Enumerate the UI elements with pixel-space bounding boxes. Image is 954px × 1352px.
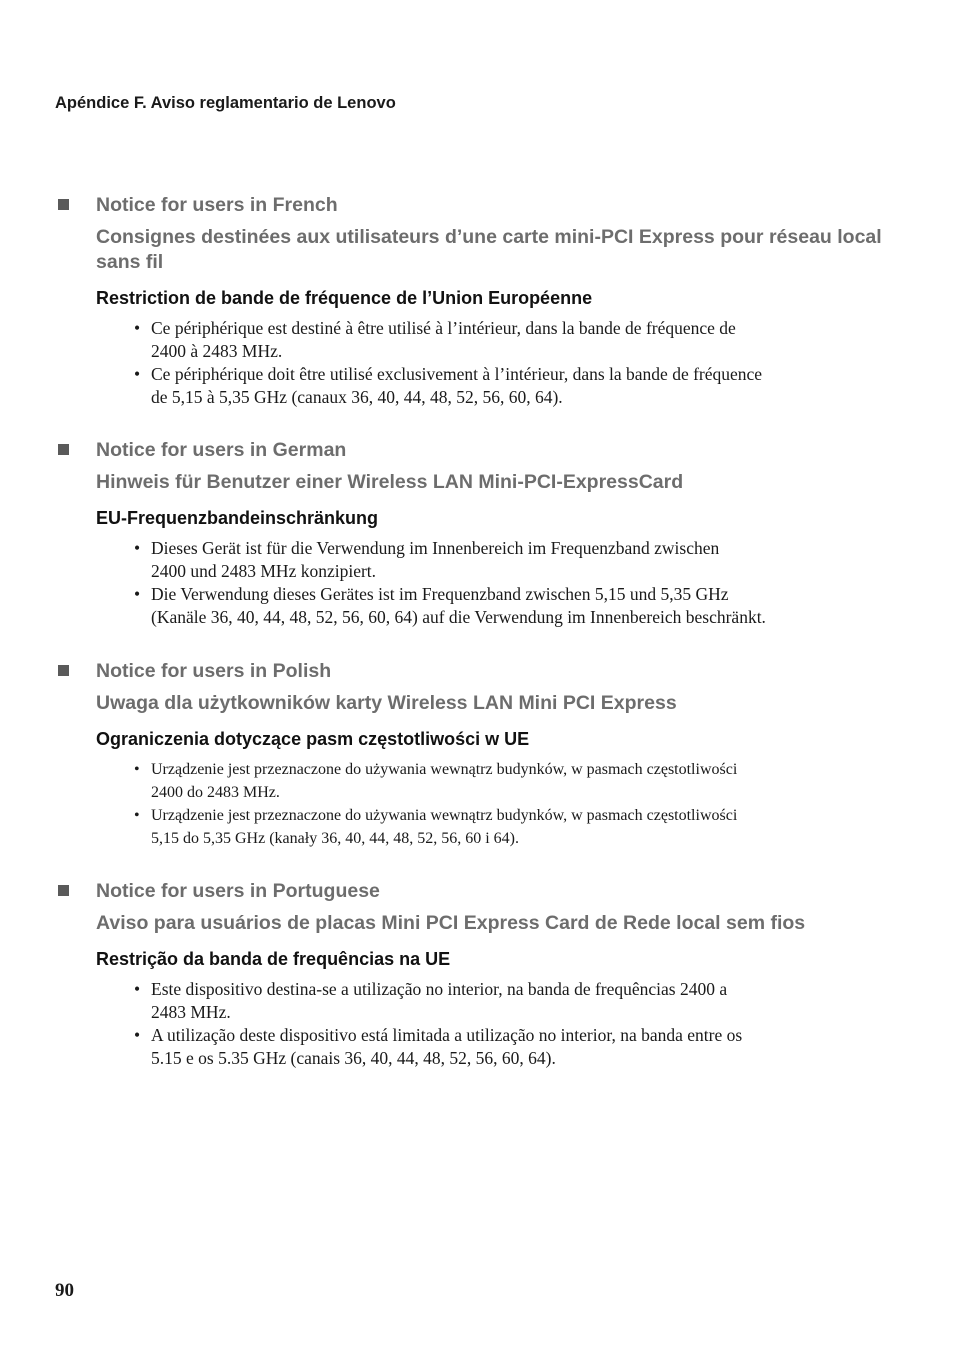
running-header: Apéndice F. Aviso reglamentario de Lenovo	[55, 94, 396, 112]
list-item	[134, 758, 861, 804]
bullet-line: de 5,15 à 5,35 GHz (canaux 36, 40, 44, 48, 52, 56, 60, 64).	[151, 387, 563, 407]
bullet-line: 5.15 e os 5.35 GHz (canais 36, 40, 44, 48, 52, 56, 60, 64).	[151, 1048, 556, 1068]
list-item	[134, 804, 861, 850]
bullet-dot: •	[134, 538, 141, 558]
notice-title: Notice for users in German	[96, 439, 347, 461]
notice-row	[55, 194, 875, 218]
bullet-list	[134, 317, 861, 409]
bullet-line: 2400 à 2483 MHz.	[151, 341, 283, 361]
notice-row	[55, 880, 875, 904]
bullet-line: 2483 MHz.	[151, 1002, 231, 1022]
section-subhead: EU-Frequenzbandeinschränkung	[96, 508, 379, 528]
bullet-line: Urządzenie jest przeznaczone do używania wewnątrz budynków, w pasmach częstotliwości	[151, 761, 738, 778]
page-number: 90	[55, 1280, 74, 1301]
square-bullet-icon	[58, 444, 69, 455]
bullet-dot: •	[134, 318, 141, 338]
bullet-list	[134, 758, 861, 850]
list-item	[134, 537, 861, 583]
bullet-dot: •	[134, 1025, 141, 1045]
bullet-line: Urządzenie jest przeznaczone do używania wewnątrz budynków, w pasmach częstotliwości	[151, 807, 738, 824]
list-item	[134, 978, 861, 1024]
bullet-list	[134, 978, 861, 1070]
bullet-line: 2400 und 2483 MHz konzipiert.	[151, 561, 377, 581]
bullet-line: (Kanäle 36, 40, 44, 48, 52, 56, 60, 64) auf die Verwendung im Innenbereich beschränkt.	[151, 607, 766, 627]
list-item	[134, 583, 861, 629]
section-german	[55, 439, 875, 629]
notice-title: Notice for users in French	[96, 194, 338, 216]
square-bullet-icon	[58, 885, 69, 896]
section-subtitle: Consignes destinées aux utilisateurs d’une carte mini-PCI Express pour réseau local sans fil	[96, 226, 882, 273]
bullet-dot: •	[134, 584, 141, 604]
section-polish	[55, 660, 875, 850]
list-item	[134, 1024, 861, 1070]
bullet-line: A utilização deste dispositivo está limitada a utilização no interior, na banda entre os	[151, 1025, 743, 1045]
bullet-line: 5,15 do 5,35 GHz (kanały 36, 40, 44, 48, 52, 56, 60 i 64).	[151, 830, 519, 847]
section-subtitle: Hinweis für Benutzer einer Wireless LAN Mini-PCI-ExpressCard	[96, 471, 684, 493]
bullet-dot: •	[134, 807, 140, 824]
bullet-line: Ce périphérique doit être utilisé exclusivement à l’intérieur, dans la bande de fréquence	[151, 364, 763, 384]
bullet-line: 2400 do 2483 MHz.	[151, 784, 280, 801]
notice-title: Notice for users in Portuguese	[96, 880, 380, 902]
bullet-dot: •	[134, 761, 140, 778]
bullet-list	[134, 537, 861, 629]
notice-row	[55, 660, 875, 684]
section-subtitle: Aviso para usuários de placas Mini PCI Express Card de Rede local sem fios	[96, 912, 806, 934]
section-subhead: Restriction de bande de fréquence de l’Union Européenne	[96, 288, 593, 308]
bullet-line: Die Verwendung dieses Gerätes ist im Frequenzband zwischen 5,15 und 5,35 GHz	[151, 584, 729, 604]
section-subhead: Ograniczenia dotyczące pasm częstotliwości w UE	[96, 729, 530, 749]
bullet-dot: •	[134, 979, 141, 999]
square-bullet-icon	[58, 199, 69, 210]
notice-title: Notice for users in Polish	[96, 660, 332, 682]
section-french	[55, 194, 882, 409]
bullet-line: Dieses Gerät ist für die Verwendung im Innenbereich im Frequenzband zwischen	[151, 538, 720, 558]
bullet-line: Este dispositivo destina-se a utilização no interior, na banda de frequências 2400 a	[151, 979, 728, 999]
square-bullet-icon	[58, 665, 69, 676]
section-subhead: Restrição da banda de frequências na UE	[96, 949, 451, 969]
bullet-line: Ce périphérique est destiné à être utilisé à l’intérieur, dans la bande de fréquence de	[151, 318, 736, 338]
notice-row	[55, 439, 875, 463]
section-portuguese	[55, 880, 875, 1070]
bullet-dot: •	[134, 364, 141, 384]
section-subtitle: Uwaga dla użytkowników karty Wireless LAN Mini PCI Express	[96, 692, 677, 714]
list-item	[134, 317, 861, 363]
list-item	[134, 363, 861, 409]
